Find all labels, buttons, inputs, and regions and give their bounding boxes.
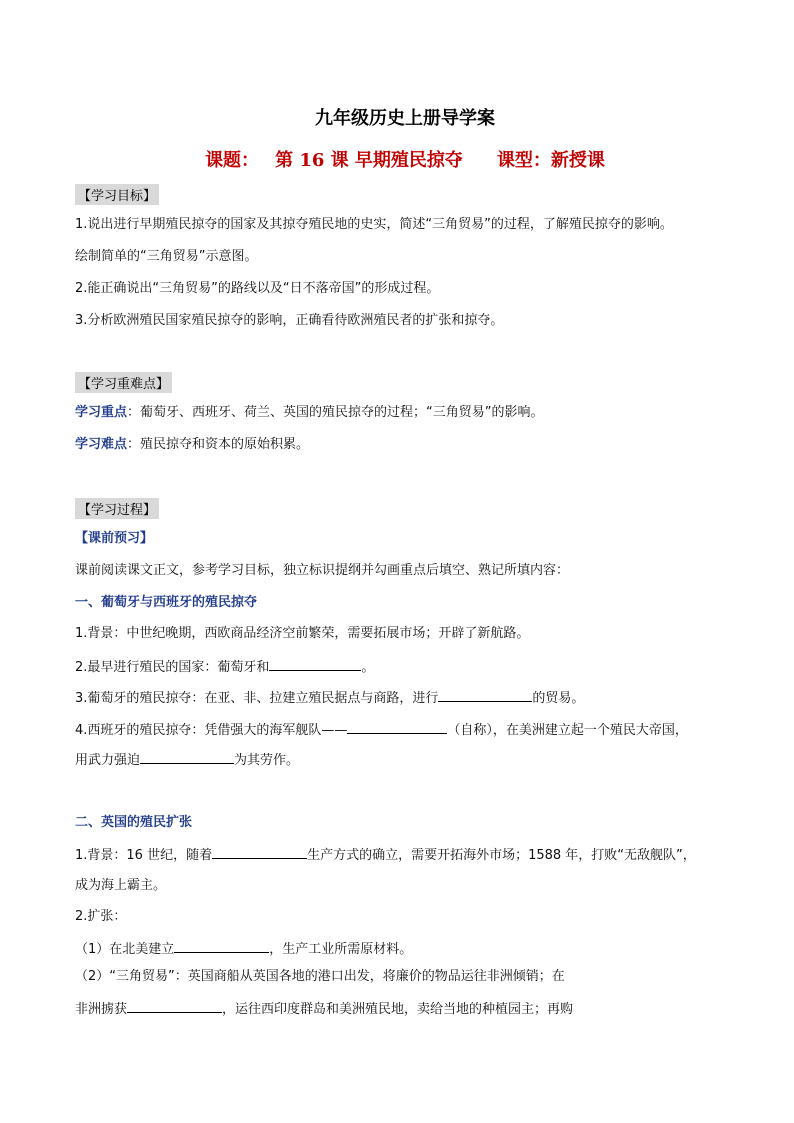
text-part: 3.葡萄牙的殖民掠夺：在亚、非、拉建立殖民据点与商路，进行	[75, 691, 439, 706]
text-part: （自称），在美洲建立起一个殖民大帝国，	[447, 723, 688, 738]
section2-heading: 二、英国的殖民扩张	[75, 815, 193, 830]
text-part: 为其劳作。	[234, 753, 300, 768]
lesson-subtitle	[75, 146, 735, 172]
section1-line-5	[75, 749, 299, 771]
text-part: 非洲掳获	[75, 1002, 128, 1017]
objectives-tag: 【学习目标】	[75, 184, 159, 205]
text-part: 生产方式的确立，需要开拓海外市场；1588 年，打败“无敌舰队”，	[307, 848, 696, 863]
difficulty-text: ：殖民掠夺和资本的原始积累。	[127, 437, 310, 452]
section2-line-2: 成为海上霸主。	[75, 878, 167, 893]
text-part: （1）在北美建立	[75, 942, 175, 957]
text-part: ，运往西印度群岛和美洲殖民地，卖给当地的种植园主；再购	[222, 1002, 574, 1017]
objective-line-4: 3.分析欧洲殖民国家殖民掠夺的影响，正确看待欧洲殖民者的扩张和掠夺。	[75, 313, 504, 328]
text-part: 2.最早进行殖民的国家：葡萄牙和	[75, 660, 270, 675]
objective-line-1: 1.说出进行早期殖民掠夺的国家及其掠夺殖民地的史实，简述“三角贸易”的过程，了解殖民掠夺的影响。	[75, 217, 673, 232]
fill-blank[interactable]	[212, 844, 307, 859]
text-part: ，生产工业所需原材料。	[269, 942, 413, 957]
fill-blank[interactable]	[269, 656, 361, 671]
objective-line-2: 绘制简单的“三角贸易”示意图。	[75, 249, 258, 264]
text-part: 。	[361, 660, 375, 675]
key-point-text: ：葡萄牙、西班牙、荷兰、英国的殖民掠夺的过程；“三角贸易”的影响。	[127, 405, 544, 420]
section2-line-6	[75, 998, 573, 1020]
fill-blank[interactable]	[127, 998, 222, 1013]
section2-line-3: 2.扩张：	[75, 909, 127, 924]
text-part: 用武力强迫	[75, 753, 141, 768]
difficulty-label: 学习难点	[75, 437, 128, 452]
section1-line-4	[75, 719, 688, 741]
page-title: 九年级历史上册导学案	[315, 108, 495, 129]
fill-blank[interactable]	[347, 719, 447, 734]
fill-blank[interactable]	[140, 749, 234, 764]
text-part: 的贸易。	[532, 691, 585, 706]
preview-intro: 课前阅读课文正文，参考学习目标，独立标识提纲并勾画重点后填空、熟记所填内容：	[75, 563, 570, 578]
section1-line-2	[75, 656, 374, 678]
lesson-label: 课题：	[205, 150, 260, 171]
objective-line-3: 2.能正确说出“三角贸易”的路线以及“日不落帝国”的形成过程。	[75, 281, 440, 296]
section1-line-3	[75, 687, 584, 709]
section2-line-4	[75, 938, 412, 960]
text-part: 4.西班牙的殖民掠夺：凭借强大的海军舰队——	[75, 723, 348, 738]
section2-line-5: （2）“三角贸易”：英国商船从英国各地的港口出发，将廉价的物品运往非洲倾销；在	[75, 969, 565, 984]
section2-line-1	[75, 844, 696, 866]
section1-line-1: 1.背景：中世纪晚期，西欧商品经济空前繁荣，需要拓展市场；开辟了新航路。	[75, 626, 530, 641]
process-tag: 【学习过程】	[75, 498, 159, 519]
key-point-line	[75, 403, 544, 423]
focus-tag: 【学习重难点】	[75, 372, 172, 393]
section1-heading: 一、葡萄牙与西班牙的殖民掠夺	[75, 595, 258, 610]
preview-tag: 【课前预习】	[75, 531, 154, 546]
fill-blank[interactable]	[438, 687, 532, 702]
lesson-name: 第 16 课 早期殖民掠夺	[275, 150, 463, 171]
key-point-label: 学习重点	[75, 405, 128, 420]
lesson-type: 课型：新授课	[496, 150, 605, 171]
difficulty-line	[75, 435, 309, 455]
text-part: 1.背景：16 世纪，随着	[75, 848, 213, 863]
fill-blank[interactable]	[174, 938, 269, 953]
